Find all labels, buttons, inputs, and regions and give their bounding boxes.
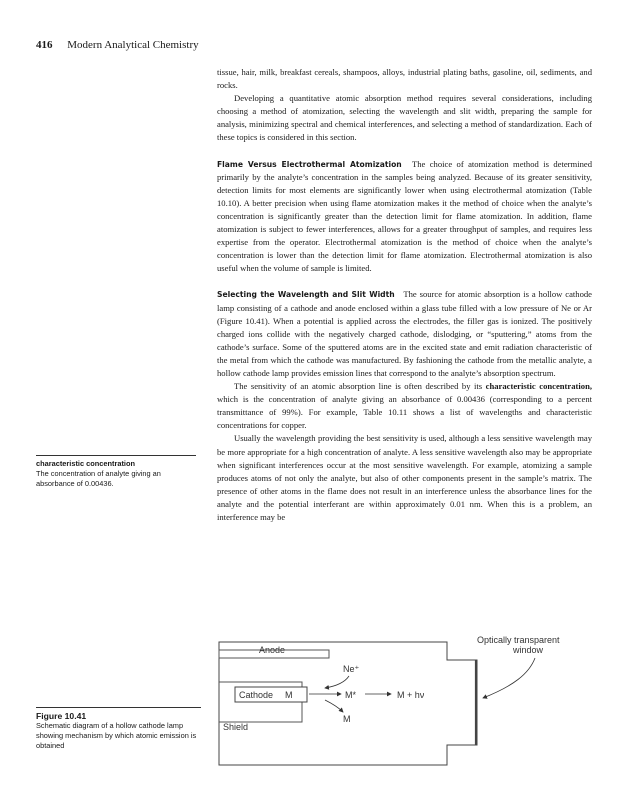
figure-caption — [36, 707, 201, 751]
emission-label: M + hν — [397, 690, 425, 700]
anode-label: Anode — [259, 645, 286, 655]
window-label-line2: window — [513, 645, 544, 655]
margin-term: characteristic concentration — [36, 459, 135, 468]
cathode-label: Cathode — [239, 690, 274, 700]
section-atomization — [217, 158, 592, 276]
sensitivity-text-a: The sensitivity of an atomic absorption line is often described by its — [234, 381, 486, 392]
shield-label: Shield — [223, 722, 249, 732]
margin-rule — [36, 455, 196, 456]
window-label-line1: Optically transparent — [477, 635, 560, 645]
sensitivity-text-b: which is the concentration of analyte giving an absorbance of 0.00436 (corresponding to a percent transmittance of 99%). For example, Table 10.11 shows a list of wavelengths and characteristic concentrations for copper. — [217, 394, 592, 431]
figure-label: Figure 10.41 — [36, 711, 87, 721]
ground-atom-label: M — [343, 714, 351, 724]
ground-atom-arrow — [325, 700, 343, 712]
window-arrow — [483, 658, 535, 698]
paragraph-wavelength-choice: Usually the wavelength providing the best sensitivity is used, although a less sensitive wavelength may be more appropriate for a high concentration of analyte. A less sensitive wavelength also may be appropriate when significant interferences occur at the most sensitive wavelength. For example, atomizing a sample produces atoms of not only the analyte, but also of other components present in the sample’s matrix. The presence of other atoms in the flame does not result in an interference unless the absorbance lines for the analyte and the potential interferant are within approximately 0.01 nm. When this is a problem, an interference may be — [217, 433, 592, 522]
page-number: 416 — [36, 39, 53, 51]
caption-rule — [36, 707, 201, 708]
section-text-wavelength: The source for atomic absorption is a hollow cathode lamp consisting of a cathode and anode enclosed within a glass tube filled with a low pressure of Ne or Ar (Figure 10.41). When a potential is applied across the electrodes, the filler gas is ionized. The positively charged ions collide with the negatively charged cathode, dislodging, or “sputtering,” atoms from the cathode’s surface. Some of the sputtered atoms are in the excited state and emit radiation characteristic of the metal from which the cathode was manufactured. By fashioning the cathode from the metallic analyte, a hollow cathode lamp provides emission lines that correspond to the analyte’s absorption spectrum. — [217, 289, 592, 378]
ne-arrow — [325, 676, 349, 688]
paragraph-sensitivity — [217, 380, 592, 432]
margin-definition — [36, 455, 196, 489]
paragraph-continued: tissue, hair, milk, breakfast cereals, shampoos, alloys, industrial plating baths, gasoline, oil, sediments, and rocks. — [217, 67, 592, 91]
figure-caption-text: Schematic diagram of a hollow cathode lamp showing mechanism by which atomic emission is obtained — [36, 721, 197, 750]
body-text — [217, 66, 592, 524]
book-title: Modern Analytical Chemistry — [67, 39, 199, 51]
excited-atom-label: M* — [345, 690, 356, 700]
key-term: characteristic concentration, — [485, 381, 592, 392]
hollow-cathode-diagram — [217, 630, 607, 780]
ne-ion-label: Ne⁺ — [343, 664, 360, 674]
section-wavelength — [217, 288, 592, 380]
lamp-envelope — [219, 642, 477, 765]
section-heading-wavelength: Selecting the Wavelength and Slit Width — [217, 290, 395, 300]
diagram-svg — [217, 630, 607, 780]
paragraph-method: Developing a quantitative atomic absorption method requires several considerations, including choosing a method of atomization, selecting the wavelength and slit width, preparing the sample for analysis, minimizing spectral and chemical interferences, and selecting a method of standardization. Each of these topics is considered in this section. — [217, 93, 592, 143]
section-text-atomization: The choice of atomization method is determined primarily by the analyte’s concentration in the samples being analyzed. Because of its greater sensitivity, detection limits for most elements are significantly lower when using electrothermal atomization (Table 10.10). A better precision when using flame atomization makes it the method of choice when the analyte’s concentration is significantly greater than the detection limit for flame atomization. In addition, flame atomization is subject to fewer interferences, allows for a greater throughput of samples, and requires less expertise from the operator. Electrothermal atomization is the method of choice when the analyte’s concentration is lower than the detection limit for flame atomization. Electrothermal atomization is also useful when the volume of sample is limited. — [217, 158, 592, 274]
section-heading-atomization: Flame Versus Electrothermal Atomization — [217, 159, 402, 169]
cathode-m-label: M — [285, 690, 293, 700]
running-header — [36, 39, 199, 51]
margin-definition-text: The concentration of analyte giving an absorbance of 0.00436. — [36, 469, 161, 488]
